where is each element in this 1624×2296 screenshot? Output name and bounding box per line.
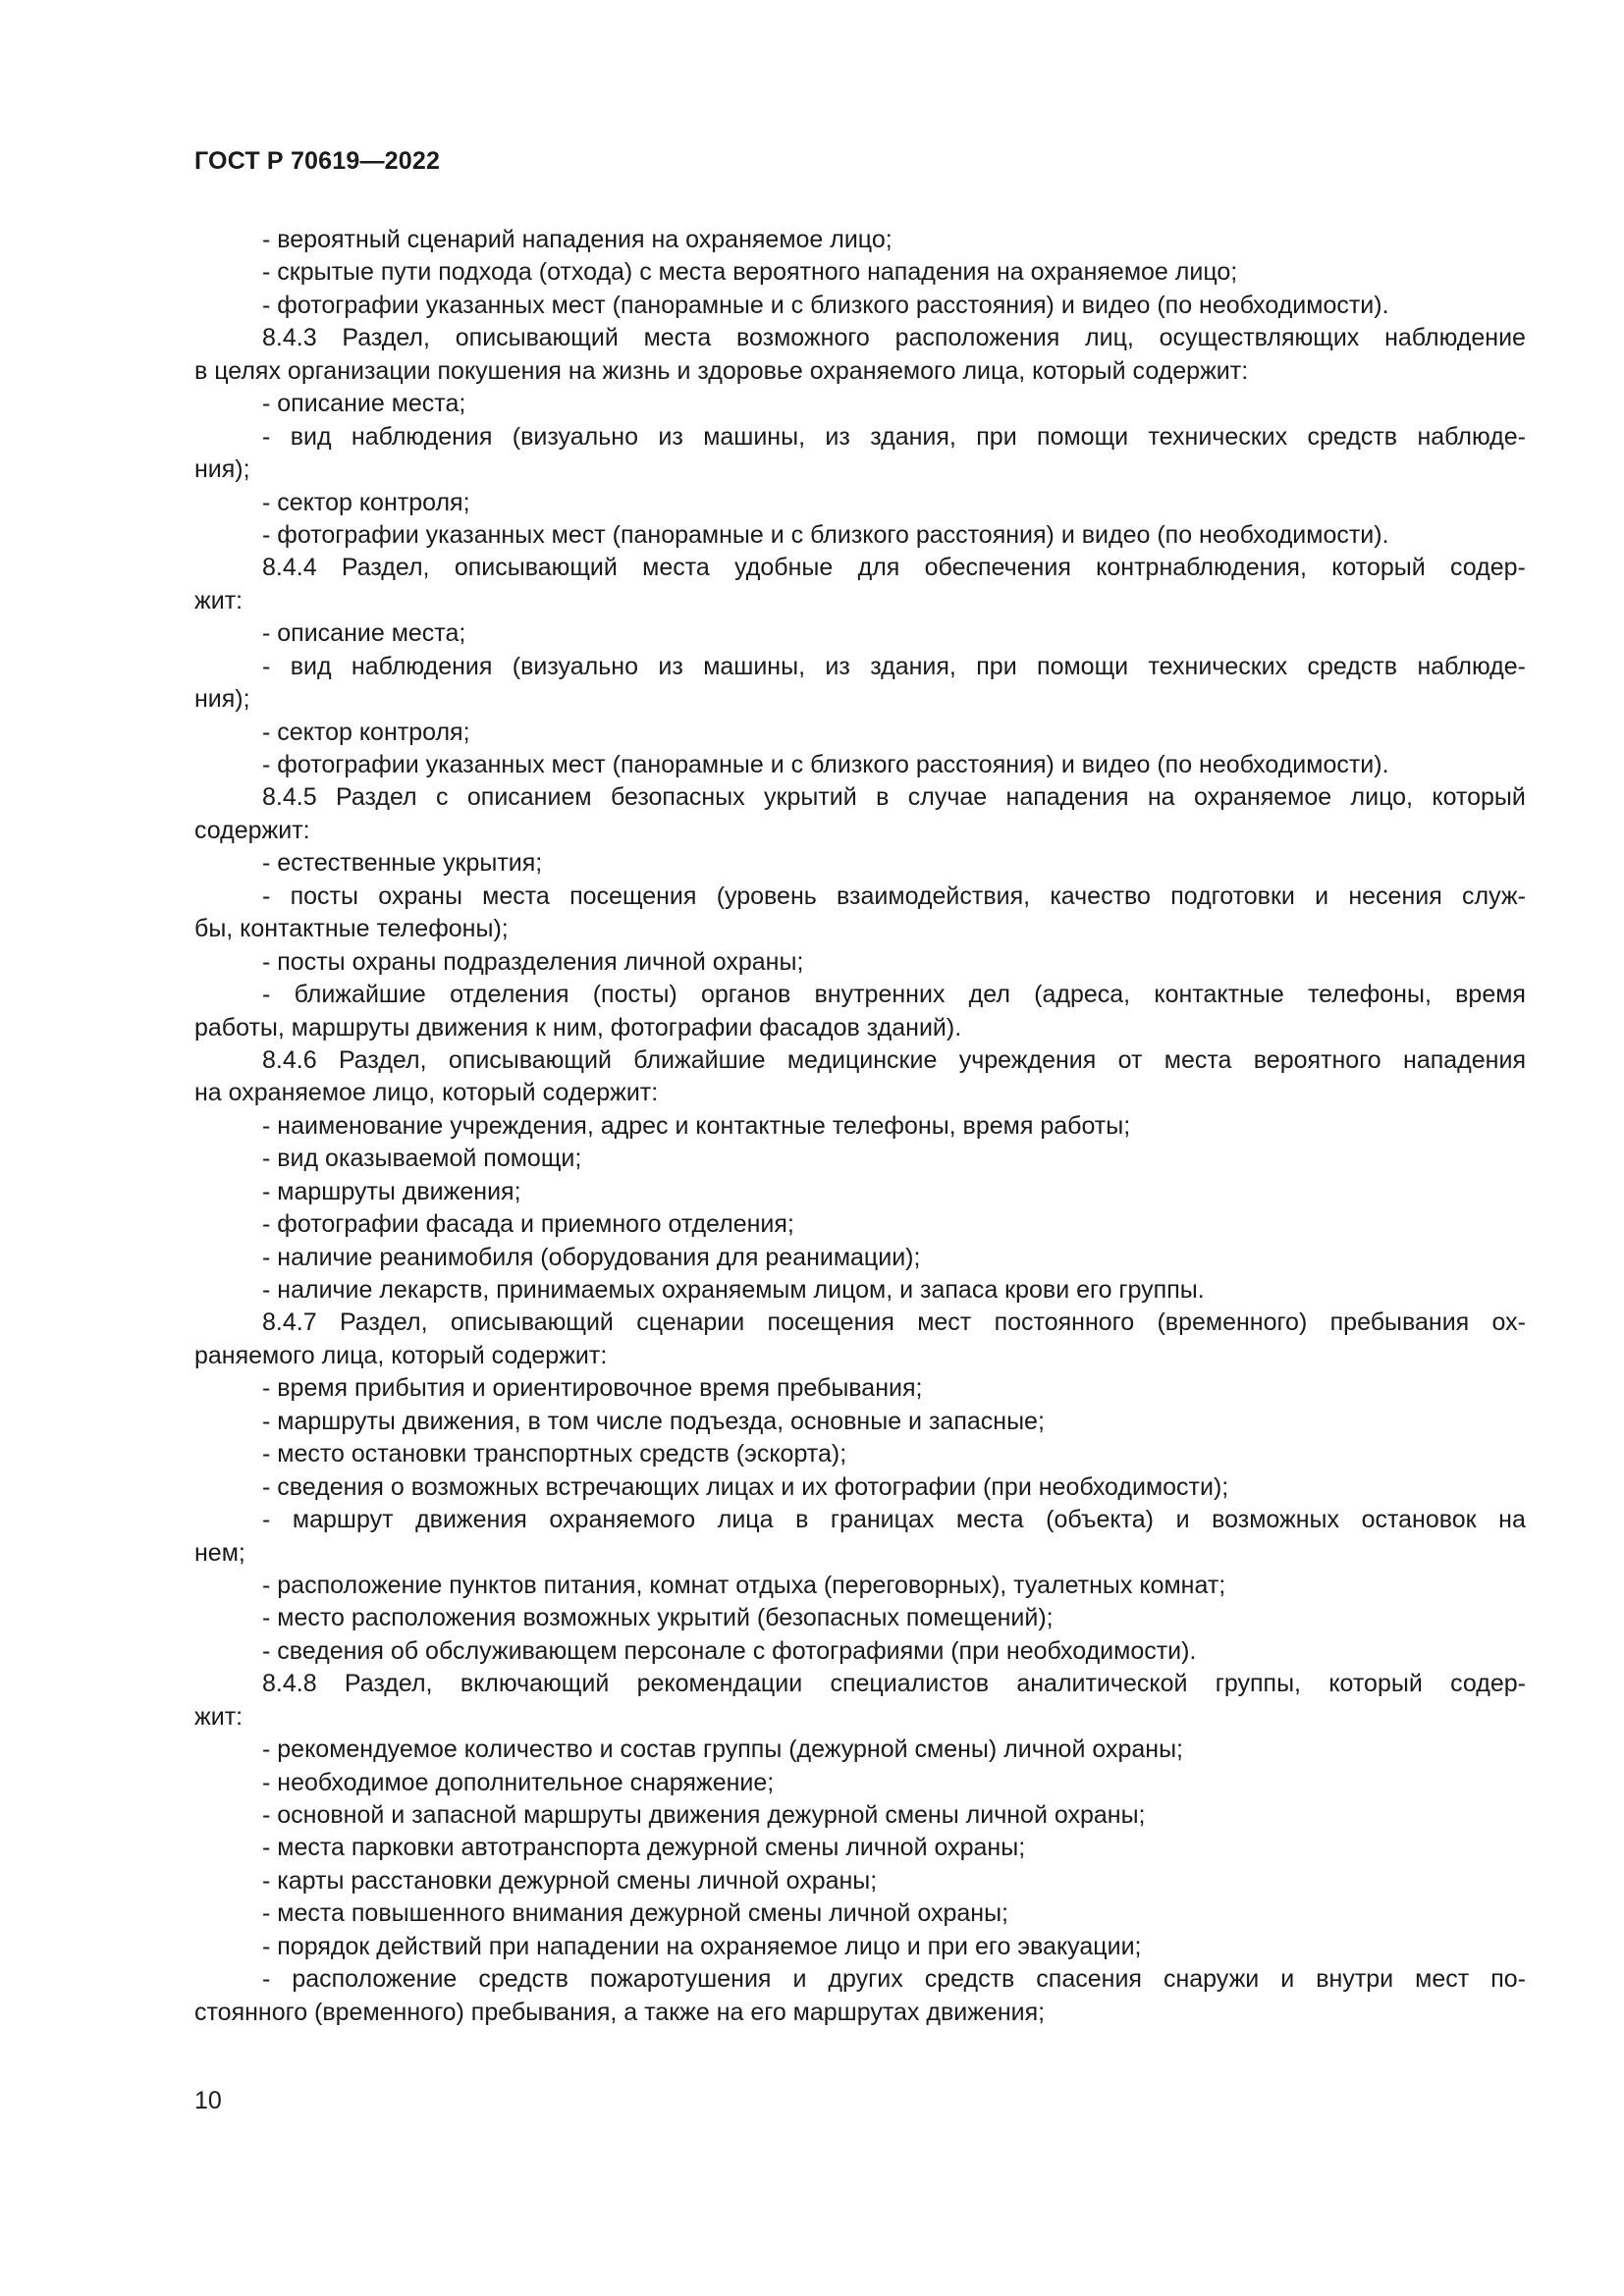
word: случае (907, 783, 988, 812)
word: - (262, 1965, 271, 1994)
list-item: - сектор контроля; (262, 718, 470, 746)
list-item: - маршруты движения; (262, 1177, 521, 1205)
section-heading-8-4-6 (194, 1044, 1526, 1077)
word: и (792, 1965, 807, 1994)
list-item: - вид оказываемой помощи; (262, 1145, 582, 1173)
word: средств (478, 1965, 568, 1994)
word: качество (1050, 881, 1151, 910)
word: обеспечения (924, 554, 1071, 582)
section-heading-8-4-4 (194, 552, 1526, 584)
word: 8.4.7 (262, 1308, 317, 1337)
word: описывающий (448, 1045, 612, 1074)
word: с (436, 783, 449, 812)
word: при (976, 422, 1017, 451)
word: нападения (1005, 783, 1129, 812)
word: Раздел (335, 783, 417, 812)
word: помощи (1037, 652, 1129, 680)
word: описывающий (450, 1308, 614, 1337)
list-item: - скрытые пути подхода (отхода) с места вероятного нападения на охраняемое лицо; (262, 258, 1238, 287)
word: - (262, 981, 271, 1009)
word: здания, (870, 652, 956, 680)
paragraph-line: бы, контактные телефоны); (194, 915, 509, 943)
word: движения (415, 1506, 527, 1534)
list-item: - описание места; (262, 619, 466, 648)
word: для (857, 554, 900, 582)
word: внутри (1316, 1965, 1394, 1994)
word: сценарии (636, 1308, 745, 1337)
word: при (976, 652, 1017, 680)
list-item (194, 651, 1526, 683)
word: места (955, 1506, 1024, 1534)
word: средств (924, 1965, 1015, 1994)
list-item: - время прибытия и ориентировочное время пребывания; (262, 1374, 923, 1403)
list-item (194, 979, 1526, 1011)
word: Раздел, (344, 1670, 433, 1698)
word: время (1455, 981, 1526, 1009)
list-item: - наличие реанимобиля (оборудования для реанимации); (262, 1243, 921, 1271)
word: расположения (894, 324, 1060, 352)
list-item: - посты охраны подразделения личной охраны; (262, 947, 804, 976)
word: укрытий (764, 783, 857, 812)
word: (визуально (512, 652, 638, 680)
paragraph-line: раняемого лица, который содержит: (194, 1341, 608, 1369)
word: из (825, 652, 850, 680)
paragraph-line: содержит: (194, 816, 310, 844)
word: наблюдение (1384, 324, 1526, 352)
word: из (658, 422, 683, 451)
word: других (828, 1965, 903, 1994)
list-item: - фотографии указанных мест (панорамные и с близкого расстояния) и видео (по необходимости). (262, 291, 1389, 319)
word: спасения (1036, 1965, 1142, 1994)
word: - (262, 1506, 271, 1534)
word: 8.4.6 (262, 1045, 317, 1074)
list-item: - наименование учреждения, адрес и контактные телефоны, время работы; (262, 1111, 1131, 1140)
word: наблюдения (351, 422, 493, 451)
list-item: - сведения об обслуживающем персонале с фотографиями (при необходимости). (262, 1636, 1197, 1665)
word: подготовки (1170, 881, 1295, 910)
word: 8.4.4 (262, 554, 317, 582)
word: описывающий (454, 554, 618, 582)
word: Раздел, (342, 324, 430, 352)
word: дел (968, 981, 1010, 1009)
list-item: - вероятный сценарий нападения на охраняемое лицо; (262, 226, 893, 253)
word: расположение (292, 1965, 458, 1994)
section-heading-8-4-7 (194, 1307, 1526, 1339)
list-item: - сектор контроля; (262, 488, 470, 516)
word: (объекта) (1046, 1506, 1155, 1534)
word: служ- (1462, 881, 1526, 910)
word: помощи (1037, 422, 1129, 451)
body-text (194, 224, 1526, 2029)
list-item: - фотографии указанных мест (панорамные и с близкого расстояния) и видео (по необходимости). (262, 520, 1389, 549)
word: технических (1148, 422, 1288, 451)
word: безопасных (610, 783, 745, 812)
section-heading-8-4-5 (194, 781, 1526, 814)
paragraph-line: работы, маршруты движения к ним, фотографии фасадов зданий). (194, 1013, 962, 1041)
word: места (642, 554, 710, 582)
word: внутренних (814, 981, 946, 1009)
word: учреждения (958, 1045, 1097, 1074)
word: границах (830, 1506, 935, 1534)
word: здания, (870, 422, 956, 451)
word: Раздел, (341, 554, 430, 582)
word: возможного (736, 324, 870, 352)
section-heading-8-4-8 (194, 1668, 1526, 1700)
word: пожаротушения (589, 1965, 772, 1994)
word: рекомендации (636, 1670, 803, 1698)
word: наблюде- (1417, 652, 1526, 680)
word: наблюдения (351, 652, 493, 680)
word: который (1432, 783, 1526, 812)
word: описывающий (455, 324, 619, 352)
word: возможных (1212, 1506, 1340, 1534)
word: посещения (767, 1308, 894, 1337)
word: и (1280, 1965, 1295, 1994)
word: - (262, 881, 271, 910)
word: несения (1348, 881, 1442, 910)
word: постоянного (994, 1308, 1135, 1337)
word: охраны (378, 881, 462, 910)
word: 8.4.3 (262, 324, 317, 352)
word: на (1498, 1506, 1526, 1534)
word: группы, (1215, 1670, 1301, 1698)
word: места (643, 324, 712, 352)
word: лиц, (1085, 324, 1134, 352)
list-item: - рекомендуемое количество и состав группы (дежурной смены) личной охраны; (262, 1735, 1184, 1764)
word: (уровень (716, 881, 817, 910)
list-item: - наличие лекарств, принимаемых охраняемым лицом, и запаса крови его группы. (262, 1276, 1205, 1304)
word: содер- (1450, 1670, 1526, 1698)
word: ближайшие (633, 1045, 766, 1074)
word: мест (1415, 1965, 1470, 1994)
word: - (262, 652, 271, 680)
list-item: - основной и запасной маршруты движения дежурной смены личной охраны; (262, 1801, 1146, 1829)
list-item: - сведения о возможных встречающих лицах и их фотографии (при необходимости); (262, 1472, 1229, 1501)
word: включающий (460, 1670, 610, 1698)
list-item (194, 881, 1526, 913)
word: от (1117, 1045, 1143, 1074)
word: отделения (450, 981, 569, 1009)
paragraph-line: в целях организации покушения на жизнь и здоровье охраняемого лица, который содержит: (194, 356, 1249, 385)
word: вид (290, 422, 332, 451)
word: из (658, 652, 683, 680)
word: (временного) (1157, 1308, 1308, 1337)
list-item: - фотографии указанных мест (панорамные и с близкого расстояния) и видео (по необходимости). (262, 751, 1389, 778)
paragraph-line: жит: (194, 1702, 244, 1731)
list-item: - описание места; (262, 390, 466, 418)
list-item: - место остановки транспортных средств (эскорта); (262, 1440, 847, 1468)
paragraph-line: на охраняемое лицо, который содержит: (194, 1079, 659, 1107)
paragraph-line: жит: (194, 586, 244, 614)
paragraph-line: нем; (194, 1538, 245, 1567)
word: на (1147, 783, 1175, 812)
word: (посты) (592, 981, 677, 1009)
list-item: - карты расстановки дежурной смены личной охраны; (262, 1866, 878, 1895)
word: и (1175, 1506, 1190, 1534)
word: средств (1307, 652, 1398, 680)
list-item: - места повышенного внимания дежурной смены личной охраны; (262, 1899, 1008, 1928)
word: вероятного (1253, 1045, 1381, 1074)
word: который (1331, 554, 1426, 582)
word: места (1164, 1045, 1232, 1074)
list-item: - необходимое дополнительное снаряжение; (262, 1768, 775, 1796)
list-item: - фотографии фасада и приемного отделения; (262, 1210, 794, 1239)
word: аналитической (1016, 1670, 1188, 1698)
word: лицо, (1350, 783, 1413, 812)
word: ох- (1491, 1308, 1526, 1337)
word: контактные (1154, 981, 1284, 1009)
word: охраняемого (549, 1506, 696, 1534)
list-item (194, 1963, 1526, 1996)
word: снаружи (1163, 1965, 1260, 1994)
section-heading-8-4-3 (194, 322, 1526, 354)
word: пребывания (1329, 1308, 1470, 1337)
word: нападения (1403, 1045, 1526, 1074)
word: остановок (1361, 1506, 1477, 1534)
paragraph-line: ния); (194, 455, 250, 484)
word: телефоны, (1307, 981, 1432, 1009)
paragraph-line: ния); (194, 685, 250, 714)
word: специалистов (830, 1670, 990, 1698)
word: Раздел, (338, 1045, 427, 1074)
document-code-header: ГОСТ Р 70619—2022 (194, 147, 441, 175)
word: охраняемое (1193, 783, 1332, 812)
word: средств (1307, 422, 1398, 451)
word: (визуально (512, 422, 638, 451)
word: удобные (734, 554, 834, 582)
word: ближайшие (294, 981, 426, 1009)
word: осуществляющих (1159, 324, 1360, 352)
list-item: - естественные укрытия; (262, 849, 543, 878)
word: и (1315, 881, 1329, 910)
word: Раздел, (339, 1308, 428, 1337)
word: технических (1148, 652, 1288, 680)
word: наблюде- (1417, 422, 1526, 451)
list-item (194, 1504, 1526, 1536)
paragraph-line: стоянного (временного) пребывания, а также на его маршрутах движения; (194, 1998, 1046, 2026)
word: который (1328, 1670, 1423, 1698)
word: мест (917, 1308, 972, 1337)
list-item: - порядок действий при нападении на охраняемое лицо и при его эвакуации; (262, 1932, 1142, 1960)
word: посты (290, 881, 358, 910)
list-item: - места парковки автотранспорта дежурной смены личной охраны; (262, 1834, 1026, 1862)
word: вид (290, 652, 332, 680)
word: описанием (466, 783, 592, 812)
page-number: 10 (194, 2087, 222, 2114)
word: взаимодействия, (837, 881, 1031, 910)
word: из (825, 422, 850, 451)
word: 8.4.8 (262, 1670, 317, 1698)
word: органов (700, 981, 791, 1009)
word: в (876, 783, 890, 812)
word: маршрут (292, 1506, 394, 1534)
word: контрнаблюдения, (1096, 554, 1307, 582)
list-item: - маршруты движения, в том числе подъезда, основные и запасные; (262, 1407, 1045, 1435)
word: медицинские (786, 1045, 938, 1074)
list-item: - расположение пунктов питания, комнат отдыха (переговорных), туалетных комнат; (262, 1571, 1226, 1599)
word: содер- (1450, 554, 1526, 582)
list-item: - место расположения возможных укрытий (безопасных помещений); (262, 1604, 1054, 1632)
word: (адреса, (1034, 981, 1131, 1009)
word: - (262, 422, 271, 451)
word: посещения (569, 881, 697, 910)
word: места (482, 881, 550, 910)
word: машины, (703, 652, 806, 680)
word: в (795, 1506, 809, 1534)
word: 8.4.5 (262, 783, 317, 812)
word: машины, (703, 422, 806, 451)
list-item (194, 421, 1526, 454)
word: по- (1490, 1965, 1526, 1994)
word: лица (717, 1506, 774, 1534)
